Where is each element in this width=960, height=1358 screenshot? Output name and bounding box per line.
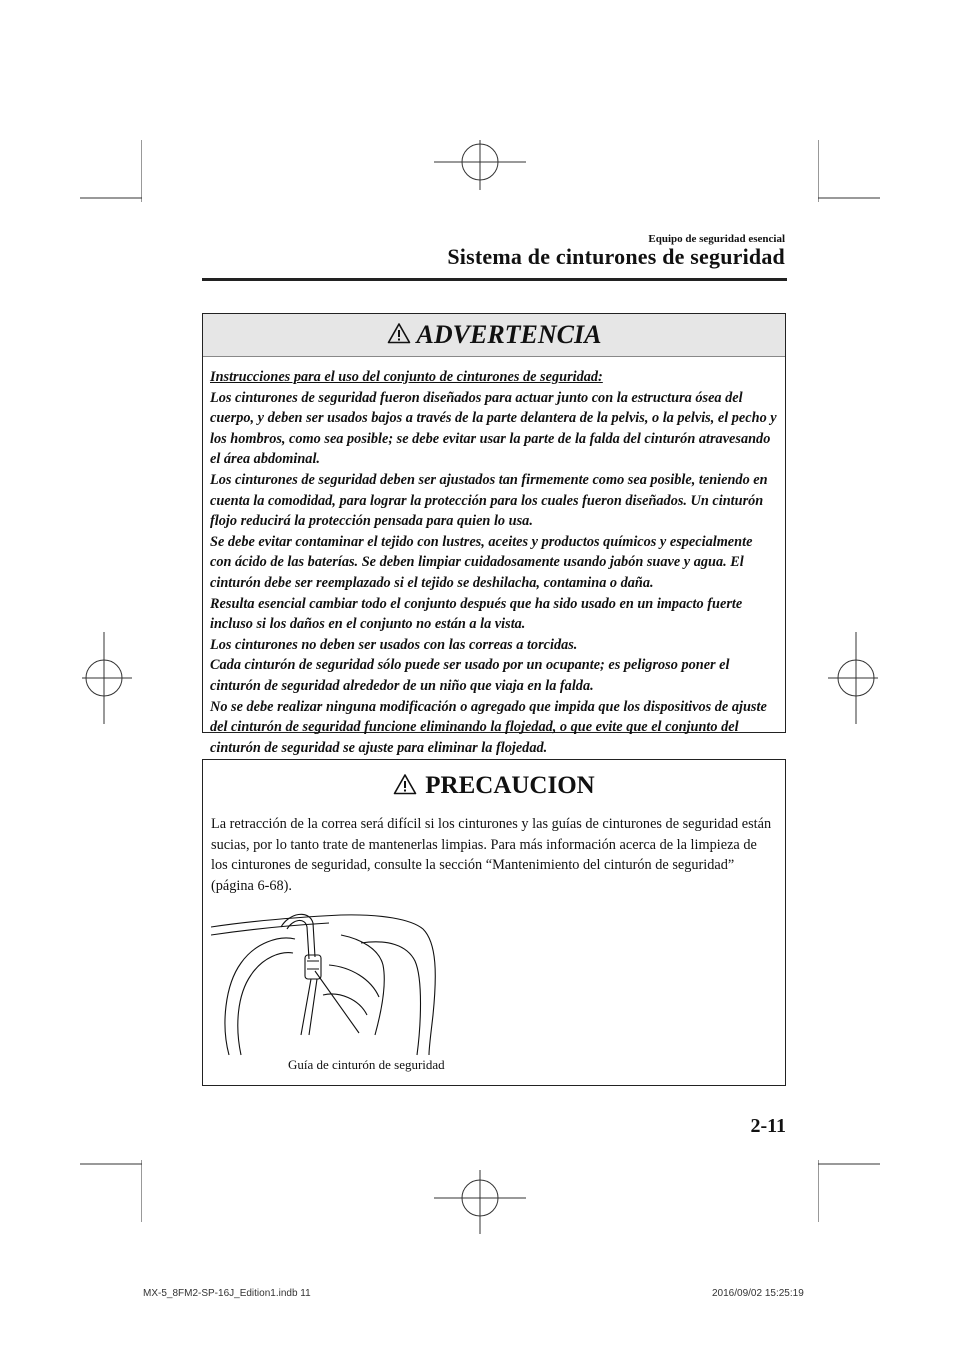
crop-mark-top-right [818,140,880,202]
header-divider [202,278,787,281]
footer-file-name: MX-5_8FM2-SP-16J_Edition1.indb 11 [143,1288,311,1299]
caution-header [203,760,785,808]
warning-paragraph: Los cinturones de seguridad deben ser ajustados tan firmemente como sea posible, teniendo en cuenta la comodidad, para lograr la protección para los cuales fueron diseñados. Un cinturón flojo reducirá la protección pensada para quien lo usa. [210,471,768,530]
warning-paragraph: Cada cinturón de seguridad sólo puede ser usado por un ocupante; es peligroso poner el cinturón de seguridad alrededor de un niño que viaja en la falda. [210,657,730,694]
caution-text: La retracción de la correa será difícil si los cinturones y las guías de cinturones de seguridad están sucias, por lo tanto trate de mantenerlas limpias. Para más información acerca de la limpieza de los cinturones de seguridad, consulte la sección “Mantenimiento del cinturón de seguridad” (página 6-68). [211,816,772,894]
illustration-caption: Guía de cinturón de seguridad [288,1057,445,1072]
warning-paragraph: Se debe evitar contaminar el tejido con lustres, aceites y productos químicos y especialmente con ácido de las baterías. Se deben limpiar cuidadosamente usando jabón suave y agua. El cinturón debe ser reemplazado si el tejido se deshilacha, contamina o daña. [210,533,753,591]
warning-triangle-icon [387,322,411,349]
registration-target-bottom [434,1164,526,1234]
warning-heading: Instrucciones para el uso del conjunto de cinturones de seguridad: [210,369,603,385]
warning-paragraph: No se debe realizar ninguna modificación o agregado que impida que los dispositivos de ajuste del cinturón de seguridad funcione eliminando la flojedad, o que evite que el conjunto del cinturón de seguridad se ajuste para eliminar la flojedad. [210,698,767,756]
section-label: Equipo de seguridad esencial [648,233,785,245]
warning-title: ADVERTENCIA [416,320,602,349]
crop-mark-bottom-right [818,1160,880,1222]
page-number: 2-11 [750,1115,786,1137]
page-title: Sistema de cinturones de seguridad [447,244,785,269]
registration-target-right [828,632,878,724]
warning-triangle-icon [393,773,417,800]
caution-body [203,808,785,896]
warning-paragraph: Resulta esencial cambiar todo el conjunto después que ha sido usado en un impacto fuerte incluso si los daños en el conjunto no están a la vista. [210,595,743,633]
footer-timestamp: 2016/09/02 15:25:19 [712,1288,804,1299]
warning-box [202,313,786,756]
warning-paragraph: Los cinturones no deben ser usados con las correas a torcidas. [210,636,578,653]
warning-body [203,357,785,758]
warning-paragraph: Los cinturones de seguridad fueron diseñados para actuar junto con la estructura ósea del cuerpo, y deben ser usados bajos a través de la parte delantera de la pelvis, o la pelvis, el pecho y los hombros, como sea posible; se debe evitar usar la parte de la falda del cinturón atravesando el área abdominal. [210,389,777,468]
warning-header [203,314,785,357]
caution-title: PRECAUCION [425,772,595,799]
crop-mark-bottom-left [80,1160,142,1222]
caution-box [202,759,786,1086]
registration-target-left [82,632,132,724]
crop-mark-top-left [80,140,142,202]
registration-target-top [434,140,526,196]
seat-belt-guide-illustration [211,905,443,1060]
